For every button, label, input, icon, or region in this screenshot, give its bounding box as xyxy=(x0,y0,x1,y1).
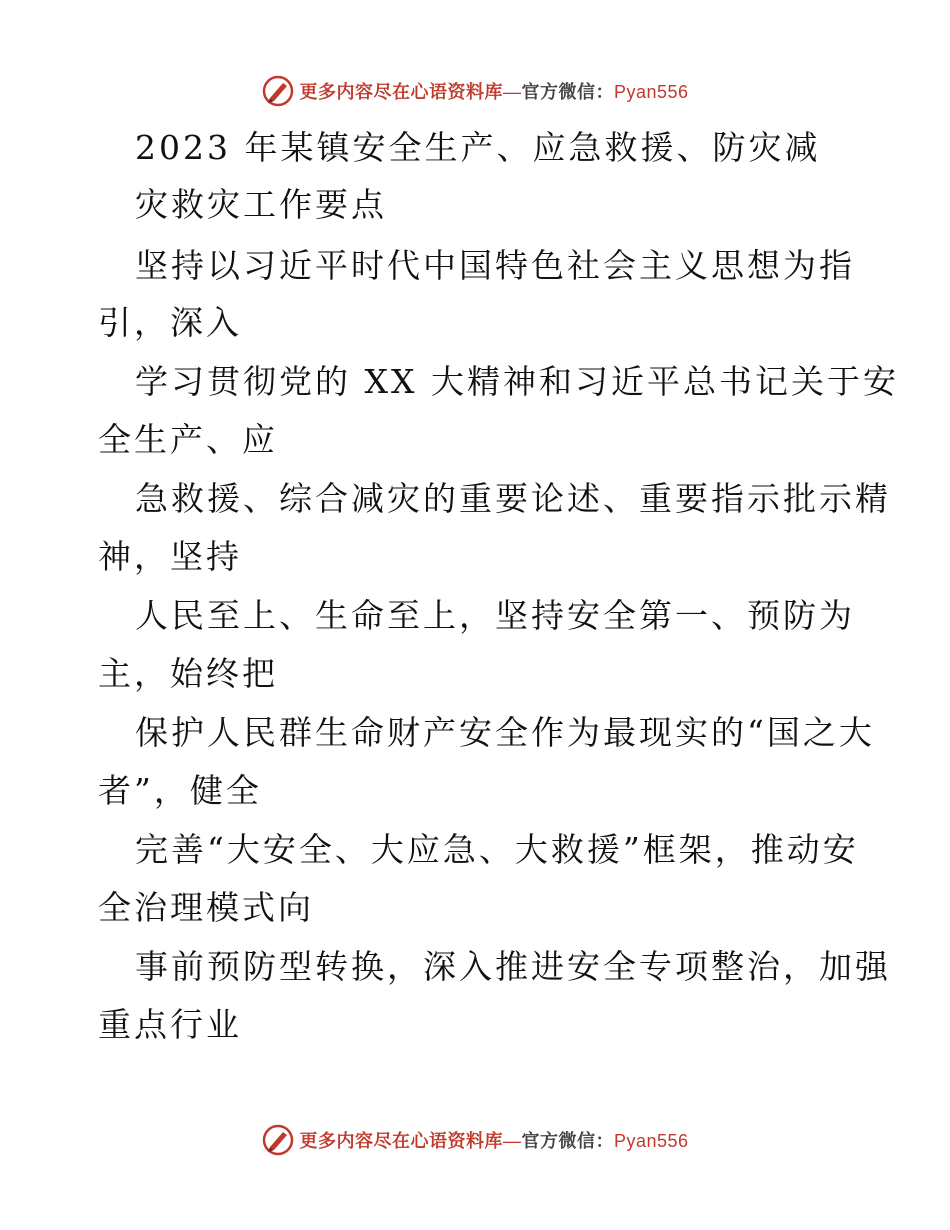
banner-dash: — xyxy=(502,82,522,102)
doc-title-line-2: 灾救灾工作要点 xyxy=(135,185,387,224)
doc-line: 保护人民群生命财产安全作为最现实的“国之大 xyxy=(135,713,875,752)
banner-wechat-label: 官方微信： xyxy=(521,82,614,102)
doc-line: 者”，健全 xyxy=(98,771,262,810)
header-watermark-banner xyxy=(0,71,950,111)
doc-line: 引，深入 xyxy=(98,303,242,342)
doc-line: 全生产、应 xyxy=(98,420,278,459)
doc-line: 事前预防型转换，深入推进安全专项整治，加强 xyxy=(135,947,891,986)
doc-line: 全治理模式向 xyxy=(98,888,314,927)
pen-logo-icon xyxy=(261,74,295,108)
doc-line: 坚持以习近平时代中国特色社会主义思想为指 xyxy=(135,246,855,285)
pen-logo-icon xyxy=(261,1123,295,1157)
banner-dash: — xyxy=(502,1131,522,1151)
doc-line: 急救援、综合减灾的重要论述、重要指示批示精 xyxy=(135,479,891,518)
banner-main-text: 更多内容尽在心语资料库 xyxy=(299,82,503,102)
doc-line: 重点行业 xyxy=(98,1005,242,1044)
banner-text xyxy=(299,1127,688,1153)
footer-watermark-banner xyxy=(0,1120,950,1160)
banner-text xyxy=(299,78,688,104)
doc-line: 神，坚持 xyxy=(98,537,242,576)
banner-wechat-id: Pyan556 xyxy=(613,1131,689,1151)
doc-title-line-1: 2023 年某镇安全生产、应急救援、防灾减 xyxy=(135,128,821,167)
banner-main-text: 更多内容尽在心语资料库 xyxy=(299,1131,503,1151)
doc-line: 完善“大安全、大应急、大救援”框架，推动安 xyxy=(135,830,859,869)
banner-wechat-label: 官方微信： xyxy=(521,1131,614,1151)
doc-line: 学习贯彻党的 XX 大精神和习近平总书记关于安 xyxy=(135,362,899,401)
banner-wechat-id: Pyan556 xyxy=(613,82,689,102)
doc-line: 主，始终把 xyxy=(98,654,278,693)
doc-line: 人民至上、生命至上，坚持安全第一、预防为 xyxy=(135,596,855,635)
